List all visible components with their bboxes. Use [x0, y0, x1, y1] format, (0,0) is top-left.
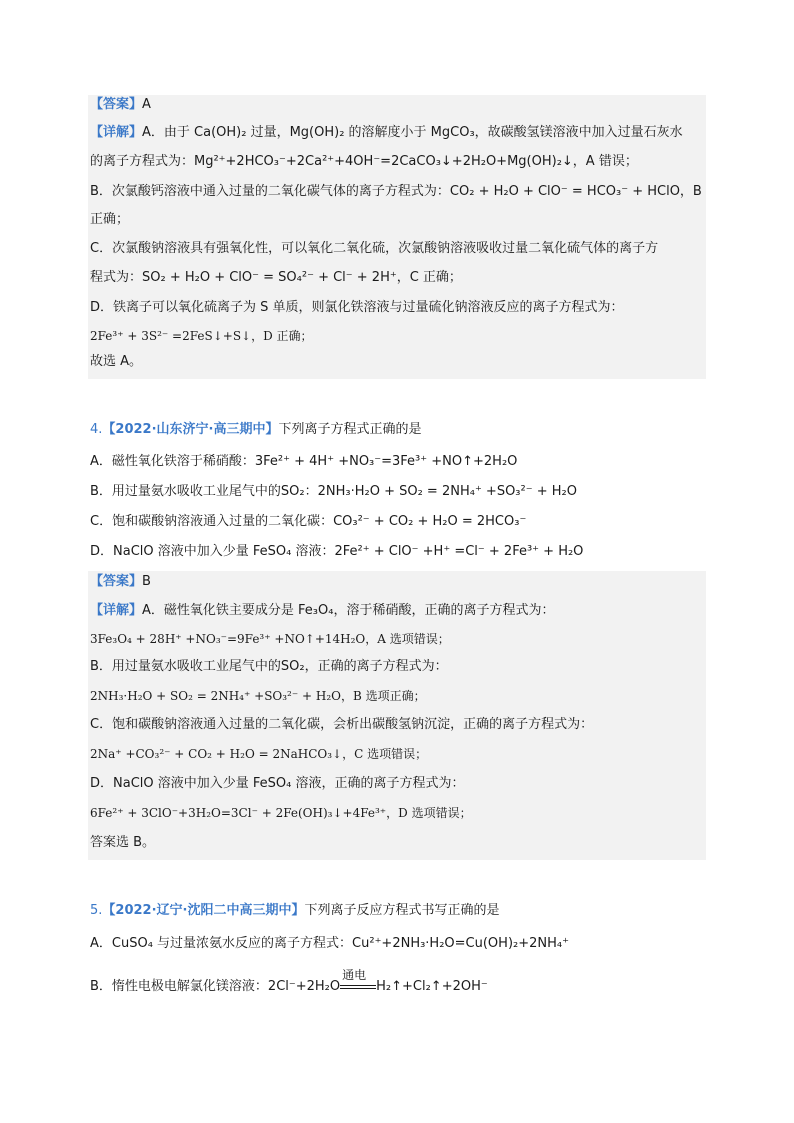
q4-option-a: A．磁性氧化铁溶于稀硝酸：3Fe²⁺ + 4H⁺ +NO₃⁻=3Fe³⁺ +NO↑+2H₂O: [90, 454, 518, 469]
q5-stem: [90, 902, 499, 920]
q3-explain-line7: D．铁离子可以氧化硫离子为 S 单质，则氯化铁溶液与过量硫化钠溶液反应的离子方程式为：: [90, 300, 624, 315]
q4-option-d: D．NaClO 溶液中加入少量 FeSO₄ 溶液：2Fe²⁺ + ClO⁻ +H⁺ =Cl⁻ + 2Fe³⁺ + H₂O: [90, 544, 584, 559]
q3-explain-line4: 正确；: [90, 212, 130, 227]
q3-explain-line2: 的离子方程式为：Mg²⁺+2HCO₃⁻+2Ca²⁺+4OH⁻=2CaCO₃↓+2H₂O+Mg(OH)₂↓，A 错误；: [90, 154, 638, 169]
question-source: 【2022·辽宁·沈阳二中高三期中】: [102, 903, 305, 918]
q4-explain-line7: D．NaClO 溶液中加入少量 FeSO₄ 溶液，正确的离子方程式为：: [90, 776, 465, 791]
q4-explain-line1: [90, 602, 554, 620]
explain-text: A．由于 Ca(OH)₂ 过量，Mg(OH)₂ 的溶解度小于 MgCO₃，故碳酸氢镁溶液中加入过量石灰水: [142, 125, 683, 140]
electrolysis-arrow: [340, 967, 376, 994]
q4-explain-line5: C．饱和碳酸钠溶液通入过量的二氧化碳，会析出碳酸氢钠沉淀，正确的离子方程式为：: [90, 717, 594, 732]
q5-option-b: [90, 967, 488, 996]
q4-explain-line3: B．用过量氨水吸收工业尾气中的SO₂，正确的离子方程式为：: [90, 659, 448, 674]
q3-explain-line8: 2Fe³⁺ + 3S²⁻ =2FeS↓+S↓，D 正确；: [90, 329, 313, 343]
question-source: 【2022·山东济宁·高三期中】: [102, 422, 279, 437]
answer-value: B: [142, 574, 151, 589]
q3-explain-line9: 故选 A。: [90, 354, 143, 369]
q4-explain-line6: 2Na⁺ +CO₃²⁻ + CO₂ + H₂O = 2NaHCO₃↓，C 选项错误；: [90, 747, 428, 761]
option-b-suffix: H₂↑+Cl₂↑+2OH⁻: [376, 979, 488, 994]
q4-explain-line9: 答案选 B。: [90, 835, 156, 850]
q3-explain-line3: B．次氯酸钙溶液中通入过量的二氧化碳气体的离子方程式为：CO₂ + H₂O + ClO⁻ = HCO₃⁻ + HClO，B: [90, 184, 702, 199]
option-b-prefix: B．惰性电极电解氯化镁溶液：2Cl⁻+2H₂O: [90, 979, 341, 994]
q4-answer-line: [90, 573, 151, 591]
electrolysis-condition: 通电: [342, 967, 367, 982]
answer-value: A: [142, 97, 151, 112]
q4-option-c: C．饱和碳酸钠溶液通入过量的二氧化碳：CO₃²⁻ + CO₂ + H₂O = 2HCO₃⁻: [90, 514, 527, 529]
question-stem: 下列离子方程式正确的是: [278, 422, 422, 437]
q3-answer-line: [90, 96, 151, 114]
explain-tag: 【详解】: [90, 125, 143, 140]
explain-text: A．磁性氧化铁主要成分是 Fe₃O₄，溶于稀硝酸，正确的离子方程式为：: [142, 603, 555, 618]
explain-tag: 【详解】: [90, 603, 143, 618]
q5-option-a: A．CuSO₄ 与过量浓氨水反应的离子方程式：Cu²⁺+2NH₃·H₂O=Cu(OH)₂+2NH₄⁺: [90, 936, 569, 951]
question-number: 5.: [90, 903, 103, 918]
q3-explain-line6: 程式为：SO₂ + H₂O + ClO⁻ = SO₄²⁻ + Cl⁻ + 2H⁺，C 正确；: [90, 270, 462, 285]
equal-line-bottom: [340, 988, 376, 989]
equal-line-top: [340, 985, 376, 986]
q4-explain-line2: 3Fe₃O₄ + 28H⁺ +NO₃⁻=9Fe³⁺ +NO↑+14H₂O，A 选项错误；: [90, 632, 450, 646]
answer-tag: 【答案】: [90, 97, 143, 112]
q4-stem: [90, 421, 421, 439]
question-stem: 下列离子反应方程式书写正确的是: [304, 903, 500, 918]
q4-explain-line8: 6Fe²⁺ + 3ClO⁻+3H₂O=3Cl⁻ + 2Fe(OH)₃↓+4Fe³⁺，D 选项错误；: [90, 806, 472, 820]
answer-tag: 【答案】: [90, 574, 143, 589]
q3-explain-line5: C．次氯酸钠溶液具有强氧化性，可以氧化二氧化硫，次氯酸钠溶液吸收过量二氧化硫气体的离子方: [90, 241, 659, 256]
q4-option-b: B．用过量氨水吸收工业尾气中的SO₂：2NH₃·H₂O + SO₂ = 2NH₄⁺ +SO₃²⁻ + H₂O: [90, 484, 577, 499]
q3-explain-line1: [90, 124, 683, 142]
question-number: 4.: [90, 422, 103, 437]
q4-explain-line4: 2NH₃·H₂O + SO₂ = 2NH₄⁺ +SO₃²⁻ + H₂O，B 选项正确；: [90, 689, 426, 703]
